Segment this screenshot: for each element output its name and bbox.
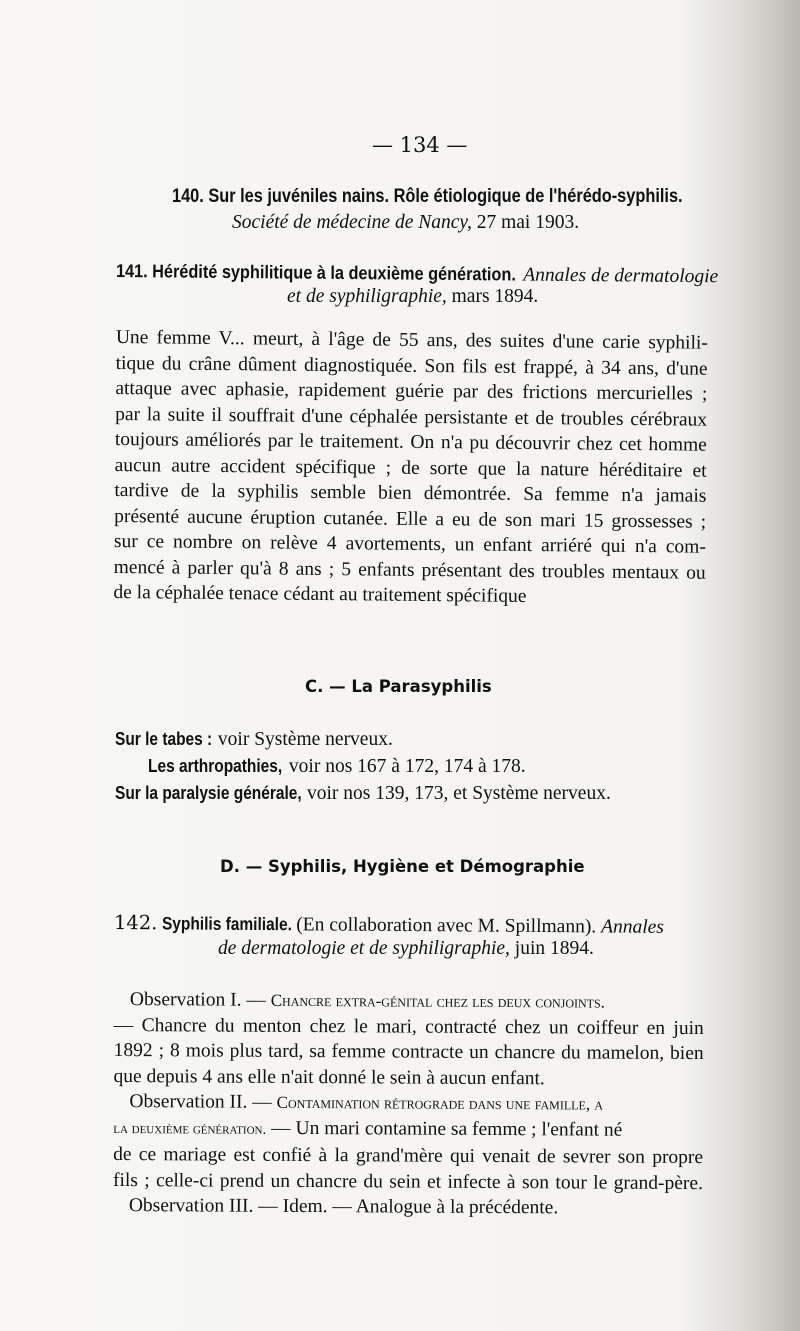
section-c-ref-3 <box>115 783 611 805</box>
section-c-heading: C. — La Parasyphilis <box>305 677 492 696</box>
entry-141-date: mars 1894. <box>451 286 539 307</box>
text-line: tardive de la syphilis semble bien démontrée. Sa femme n'a jamais <box>114 479 707 507</box>
obs1-line: — Chancre du menton chez le mari, contracté chez un coiffeur en juin <box>113 1014 704 1039</box>
obs1-label: Observation I. — <box>129 989 266 1011</box>
entry-141-body <box>113 325 708 611</box>
obs2-label: Observation II. — <box>129 1091 272 1113</box>
obs2-line: fils ; celle-ci prend un chancre du sein et infecte à son tour le grand-père. <box>112 1169 704 1194</box>
text-line: sur ce nombre on relève 4 avortements, un enfant arriéré qui n'a com- <box>113 530 706 558</box>
text-line: tique du crâne dûment diagnostiquée. Son fils est frappé, à 34 ans, d'une <box>115 352 708 380</box>
obs1-heading <box>114 987 704 1016</box>
section-c-ref-1 <box>115 729 393 751</box>
entry-141-source-b: et de syphiligraphie, <box>287 286 447 307</box>
entry-141-heading <box>116 260 718 288</box>
entry-141-title: 141. Hérédité syphilitique à la deuxième génération. <box>115 260 516 285</box>
obs2-line: de ce mariage est confié à la grand'mère qui venait de sevrer son propre <box>113 1143 704 1169</box>
obs1-line: 1892 ; 8 mois plus tard, sa femme contracte un chancre du mamelon, bien <box>113 1039 704 1065</box>
entry-142-title: Syphilis familiale. <box>162 913 293 935</box>
section-d-heading: D. — Syphilis, Hygiène et Démographie <box>220 857 585 876</box>
ref-label: Les arthropathies, <box>148 756 283 776</box>
obs1-line: que depuis 4 ans elle n'ait donné le sein à aucun enfant. <box>113 1065 545 1089</box>
ref-text: voir nos 139, 173, et Système nerveux. <box>302 783 611 804</box>
ref-label: Sur le tabes : <box>115 729 213 749</box>
entry-141-source-a: Annales de dermatologie <box>523 264 719 288</box>
text-line: toujours améliorés par le traitement. On n'a pu découvrir chez cet homme <box>114 428 707 456</box>
entry-142-date: juin 1894. <box>514 938 594 959</box>
text-line: par la suite il souffrait d'une céphalée persistante et de troubles cérébraux <box>115 403 708 431</box>
ref-text: voir Système nerveux. <box>213 729 393 750</box>
entry-140-title: 140. Sur les juvéniles nains. Rôle étiologique de l'hérédo-syphilis. <box>172 186 683 207</box>
entry-140-date: 27 mai 1903. <box>476 212 580 233</box>
obs2-line-first <box>113 1114 703 1145</box>
entry-140-source-line <box>232 212 579 234</box>
text-line: de la céphalée tenace cédant au traitement spécifique <box>113 581 527 607</box>
section-c-ref-2 <box>148 756 526 778</box>
entry-142-source-b: de dermatologie et de syphiligraphie, <box>218 938 510 959</box>
entry-142-collab: (En collaboration avec M. Spillmann). <box>296 914 597 938</box>
page-number: — 134 — <box>372 133 468 157</box>
ref-text: voir nos 167 à 172, 174 à 178. <box>284 756 526 777</box>
text-line: présenté aucune éruption cutanée. Elle a eu de son mari 15 grossesses ; <box>114 505 707 533</box>
text-line: attaque avec aphasie, rapidement guérie par des frictions mercurielles ; <box>115 377 708 405</box>
entry-141-source-line-2 <box>287 286 538 308</box>
entry-142-source-line-2 <box>218 938 594 960</box>
obs2-heading <box>113 1089 703 1118</box>
text-line: mencé à parler qu'à 8 ans ; 5 enfants présentant des troubles mentaux ou <box>113 556 706 584</box>
entry-142-heading <box>114 911 664 939</box>
ref-label: Sur la paralysie générale, <box>115 783 302 803</box>
obs2-title-b: la deuxième génération. <box>113 1120 267 1138</box>
obs2-title-a: Contamination rétrograde dans une famille, a <box>276 1092 604 1114</box>
entry-142-number: 142. <box>113 911 158 935</box>
obs3: Observation III. — Idem. — Analogue à la précédente. <box>128 1195 559 1219</box>
obs2-line: — Un mari contamine sa femme ; l'enfant né <box>271 1117 623 1141</box>
observations <box>113 987 704 1222</box>
text-line: aucun autre accident spécifique ; de sorte que la nature héréditaire et <box>114 454 707 482</box>
text-line: Une femme V... meurt, à l'âge de 55 ans, des suites d'une carie syphili- <box>115 326 708 354</box>
entry-142-source-a: Annales <box>601 916 665 938</box>
entry-140-source: Société de médecine de Nancy, <box>232 212 472 233</box>
obs1-title: Chancre extra-génital chez les deux conjoints. <box>270 990 605 1012</box>
